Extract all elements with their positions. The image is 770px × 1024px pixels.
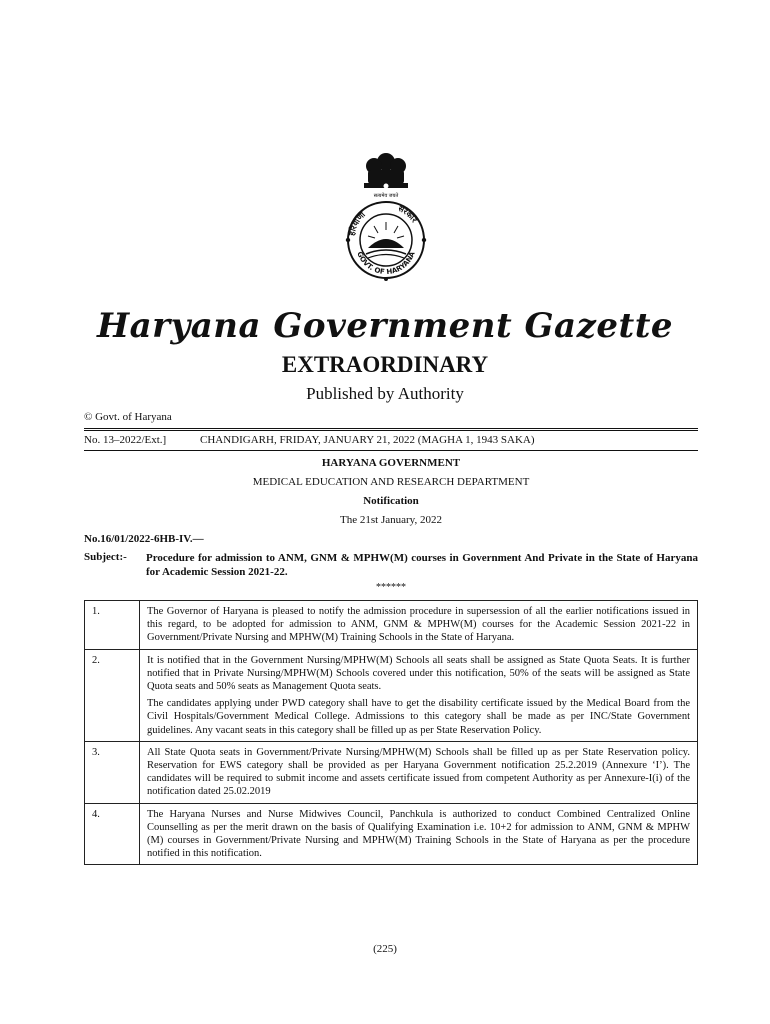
clause-body — [140, 649, 698, 741]
clause-body — [140, 803, 698, 865]
clause-paragraph: The Haryana Nurses and Nurse Midwives Council, Panchkula is authorized to conduct Combined Centralized Online Counselling as per the merit drawn on the basis of Qualifying Examination i.e. 10+2 for admission to ANM, GNM & MPHW (M) courses in Government/Private Nursing and MPHW(M) Training Schools in the State of Haryana as per the procedure notified in this notification. — [147, 808, 690, 860]
department-heading: MEDICAL EDUCATION AND RESEARCH DEPARTMENT — [252, 476, 530, 488]
government-emblem — [330, 148, 442, 282]
issue-dateline: CHANDIGARH, FRIDAY, JANUARY 21, 2022 (MAGHA 1, 1943 SAKA) — [200, 434, 535, 446]
dateline-rule — [84, 450, 698, 451]
separator: ****** — [376, 582, 406, 593]
government-heading: HARYANA GOVERNMENT — [321, 457, 461, 469]
issue-number: No. 13–2022/Ext.] — [84, 434, 167, 446]
table-row — [85, 741, 698, 803]
emblem-motto: सत्यमेव जयते — [373, 193, 399, 199]
svg-text:सरकार — [396, 203, 419, 224]
document-type: Notification — [363, 495, 419, 507]
clause-paragraph: The Governor of Haryana is pleased to notify the admission procedure in supersession of all the earlier notifications issued in this regard, to be adopted for admission to ANM, GNM & MPHW(M) courses for the Academic Session 2021-22 in Government/Private Nursing and MPHW(M) Training Schools in the State of Haryana. — [147, 606, 690, 644]
table-row — [85, 601, 698, 650]
notification-date: The 21st January, 2022 — [340, 514, 442, 526]
subject-label: Subject:- — [84, 551, 127, 563]
reference-number: No.16/01/2022-6HB-IV.— — [84, 533, 204, 545]
published-by-authority: Published by Authority — [306, 384, 464, 403]
lion-capital-icon — [364, 153, 408, 189]
clause-body — [140, 741, 698, 803]
clause-paragraph: All State Quota seats in Government/Private Nursing/MPHW(M) Schools shall be filled up as per State Reservation policy. Reservation for EWS category shall be provided as per Haryana Government notification 25.2.2019 (Annexure ‘I’). The candidates will be required to submit income and assets certificate issued from competent Authority as per Annexure-I(i) of the notification dated 25.02.2019 — [147, 746, 690, 798]
clause-number: 3. — [85, 741, 140, 803]
clause-paragraph: It is notified that in the Government Nursing/MPHW(M) Schools all seats shall be assigned as State Quota Seats. It is further notified that in Private Nursing/MPHW(M) Schools covered under this notification, 50% of the seats will be assigned as State Quota seats and 50% seats as Management Quota seats. — [147, 654, 690, 693]
svg-text:हरियाणा — [347, 210, 368, 238]
table-row — [85, 803, 698, 865]
clause-paragraph: The candidates applying under PWD category shall have to get the disability certificate issued by the Medical Board from the Civil Hospitals/Government Medical College. Admissions to this category shall be made as per INC/State Government guidelines. Any vacant seats in this category shall be filled up as per State Reservation Policy. — [147, 698, 690, 736]
table-row — [85, 649, 698, 741]
clause-number: 1. — [85, 601, 140, 650]
subject-text: Procedure for admission to ANM, GNM & MPHW(M) courses in Government And Private in the State of Haryana for Academic Session 2021-22. — [146, 552, 698, 578]
gazette-title: Haryana Government Gazette — [96, 306, 674, 346]
copyright-notice: © Govt. of Haryana — [84, 411, 172, 423]
emblem-ring-right: सरकार — [396, 203, 419, 225]
clauses-table — [84, 600, 698, 865]
clause-body — [140, 601, 698, 650]
emblem-ring-left: हरियाणा — [347, 210, 367, 237]
page-number: (225) — [373, 943, 397, 955]
top-rule — [84, 428, 698, 431]
clause-number: 4. — [85, 803, 140, 865]
emblem-ring-bottom: GOVT. OF HARYANA — [355, 250, 417, 277]
gazette-subtitle: EXTRAORDINARY — [281, 352, 489, 377]
clause-number: 2. — [85, 649, 140, 741]
